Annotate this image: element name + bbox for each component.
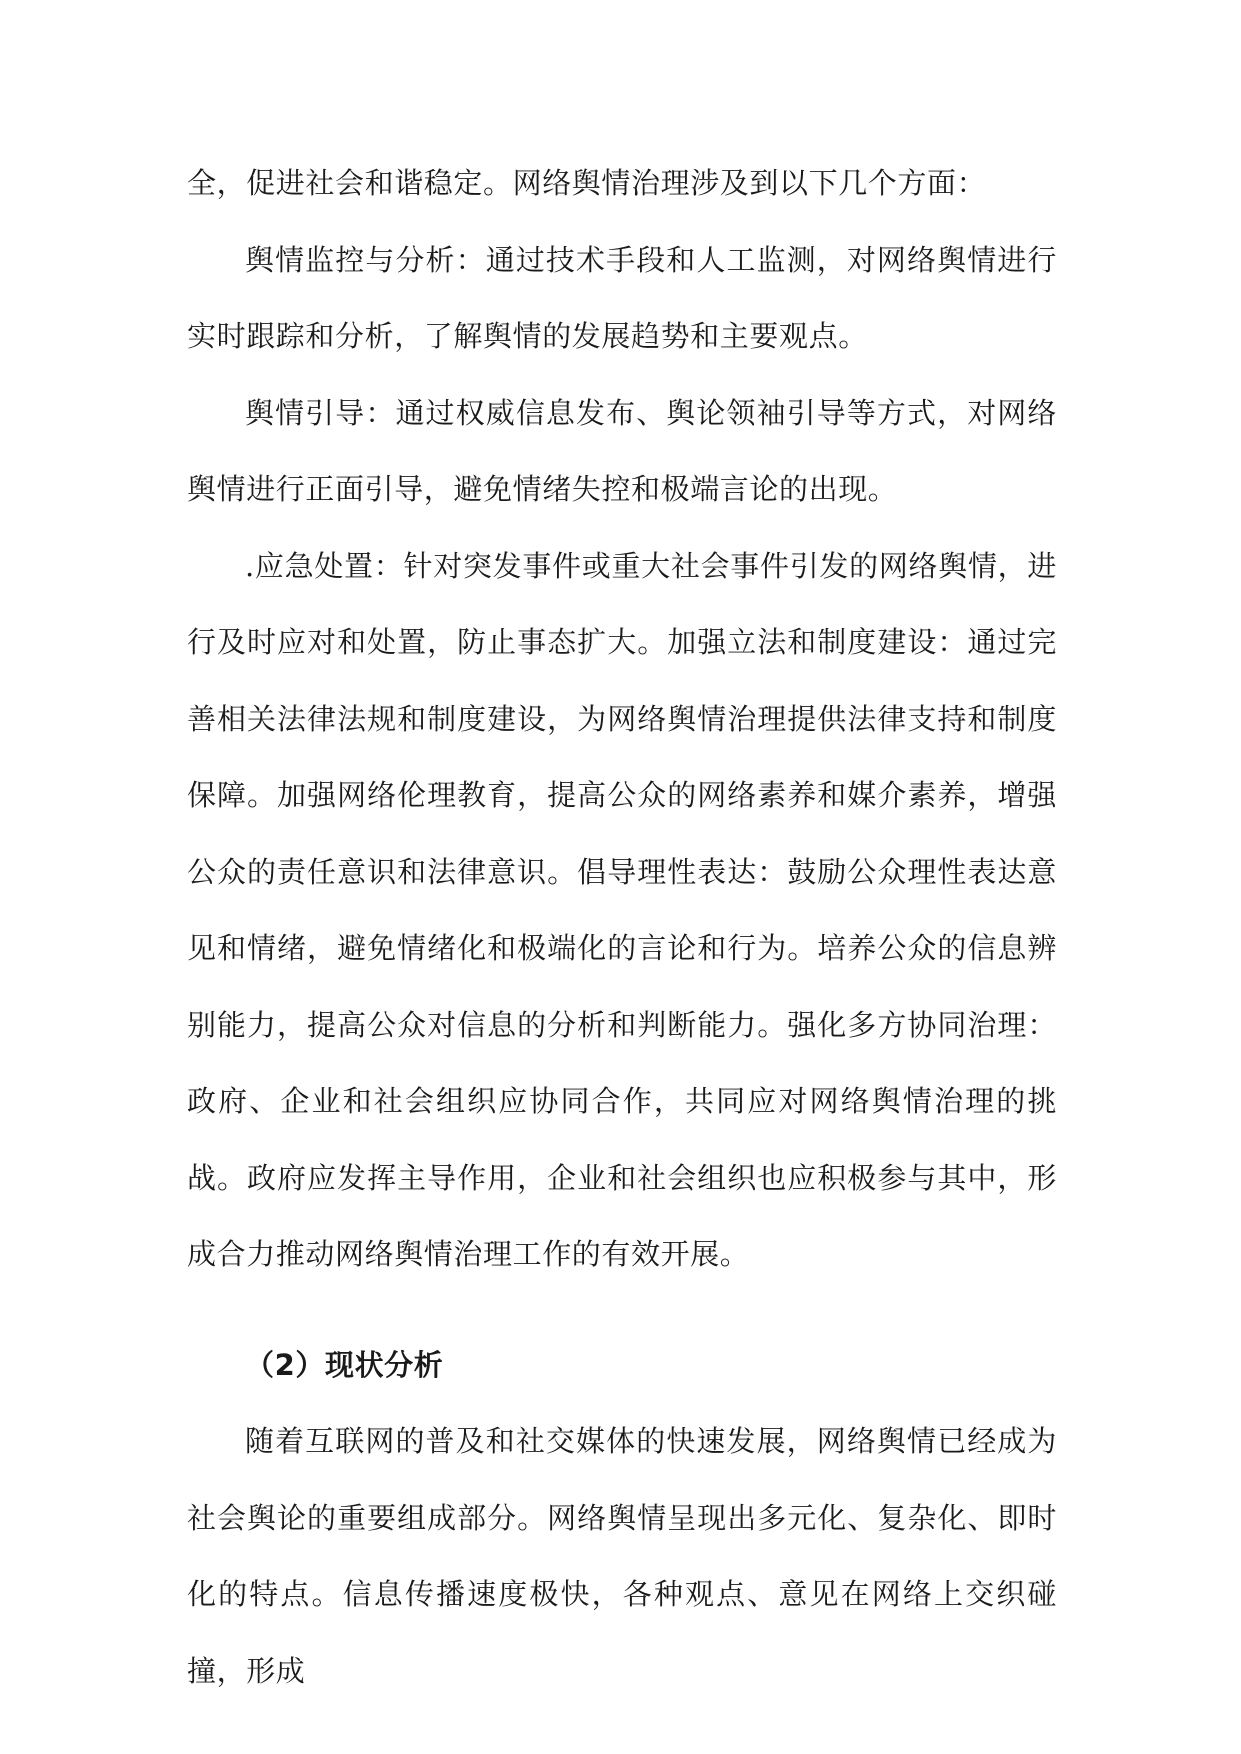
paragraph-status-intro: 随着互联网的普及和社交媒体的快速发展，网络舆情已经成为社会舆论的重要组成部分。网络舆情呈现出多元化、复杂化、即时化的特点。信息传播速度极快，各种观点、意见在网络上交织碰撞，形成 <box>187 1424 1057 1688</box>
paragraph-emergency-response: .应急处置：针对突发事件或重大社会事件引发的网络舆情，进行及时应对和处置，防止事态扩大。加强立法和制度建设：通过完善相关法律法规和制度建设，为网络舆情治理提供法律支持和制度保障。加强网络伦理教育，提高公众的网络素养和媒介素养，增强公众的责任意识和法律意识。倡导理性表达：鼓励公众理性表达意见和情绪，避免情绪化和极端化的言论和行为。培养公众的信息辨别能力，提高公众对信息的分析和判断能力。强化多方协同治理：政府、企业和社会组织应协同合作，共同应对网络舆情治理的挑战。政府应发挥主导作用，企业和社会组织也应积极参与其中，形成合力推动网络舆情治理工作的有效开展。 <box>187 548 1057 1271</box>
document-body <box>187 145 1057 1709</box>
paragraph-monitoring-analysis: 舆情监控与分析：通过技术手段和人工监测，对网络舆情进行实时跟踪和分析，了解舆情的发展趋势和主要观点。 <box>187 242 1057 353</box>
paragraph-continuation: 全，促进社会和谐稳定。网络舆情治理涉及到以下几个方面： <box>187 166 987 200</box>
section-heading-status-analysis: （2）现状分析 <box>245 1347 444 1382</box>
paragraph-guidance: 舆情引导：通过权威信息发布、舆论领袖引导等方式，对网络舆情进行正面引导，避免情绪失控和极端言论的出现。 <box>187 395 1057 506</box>
